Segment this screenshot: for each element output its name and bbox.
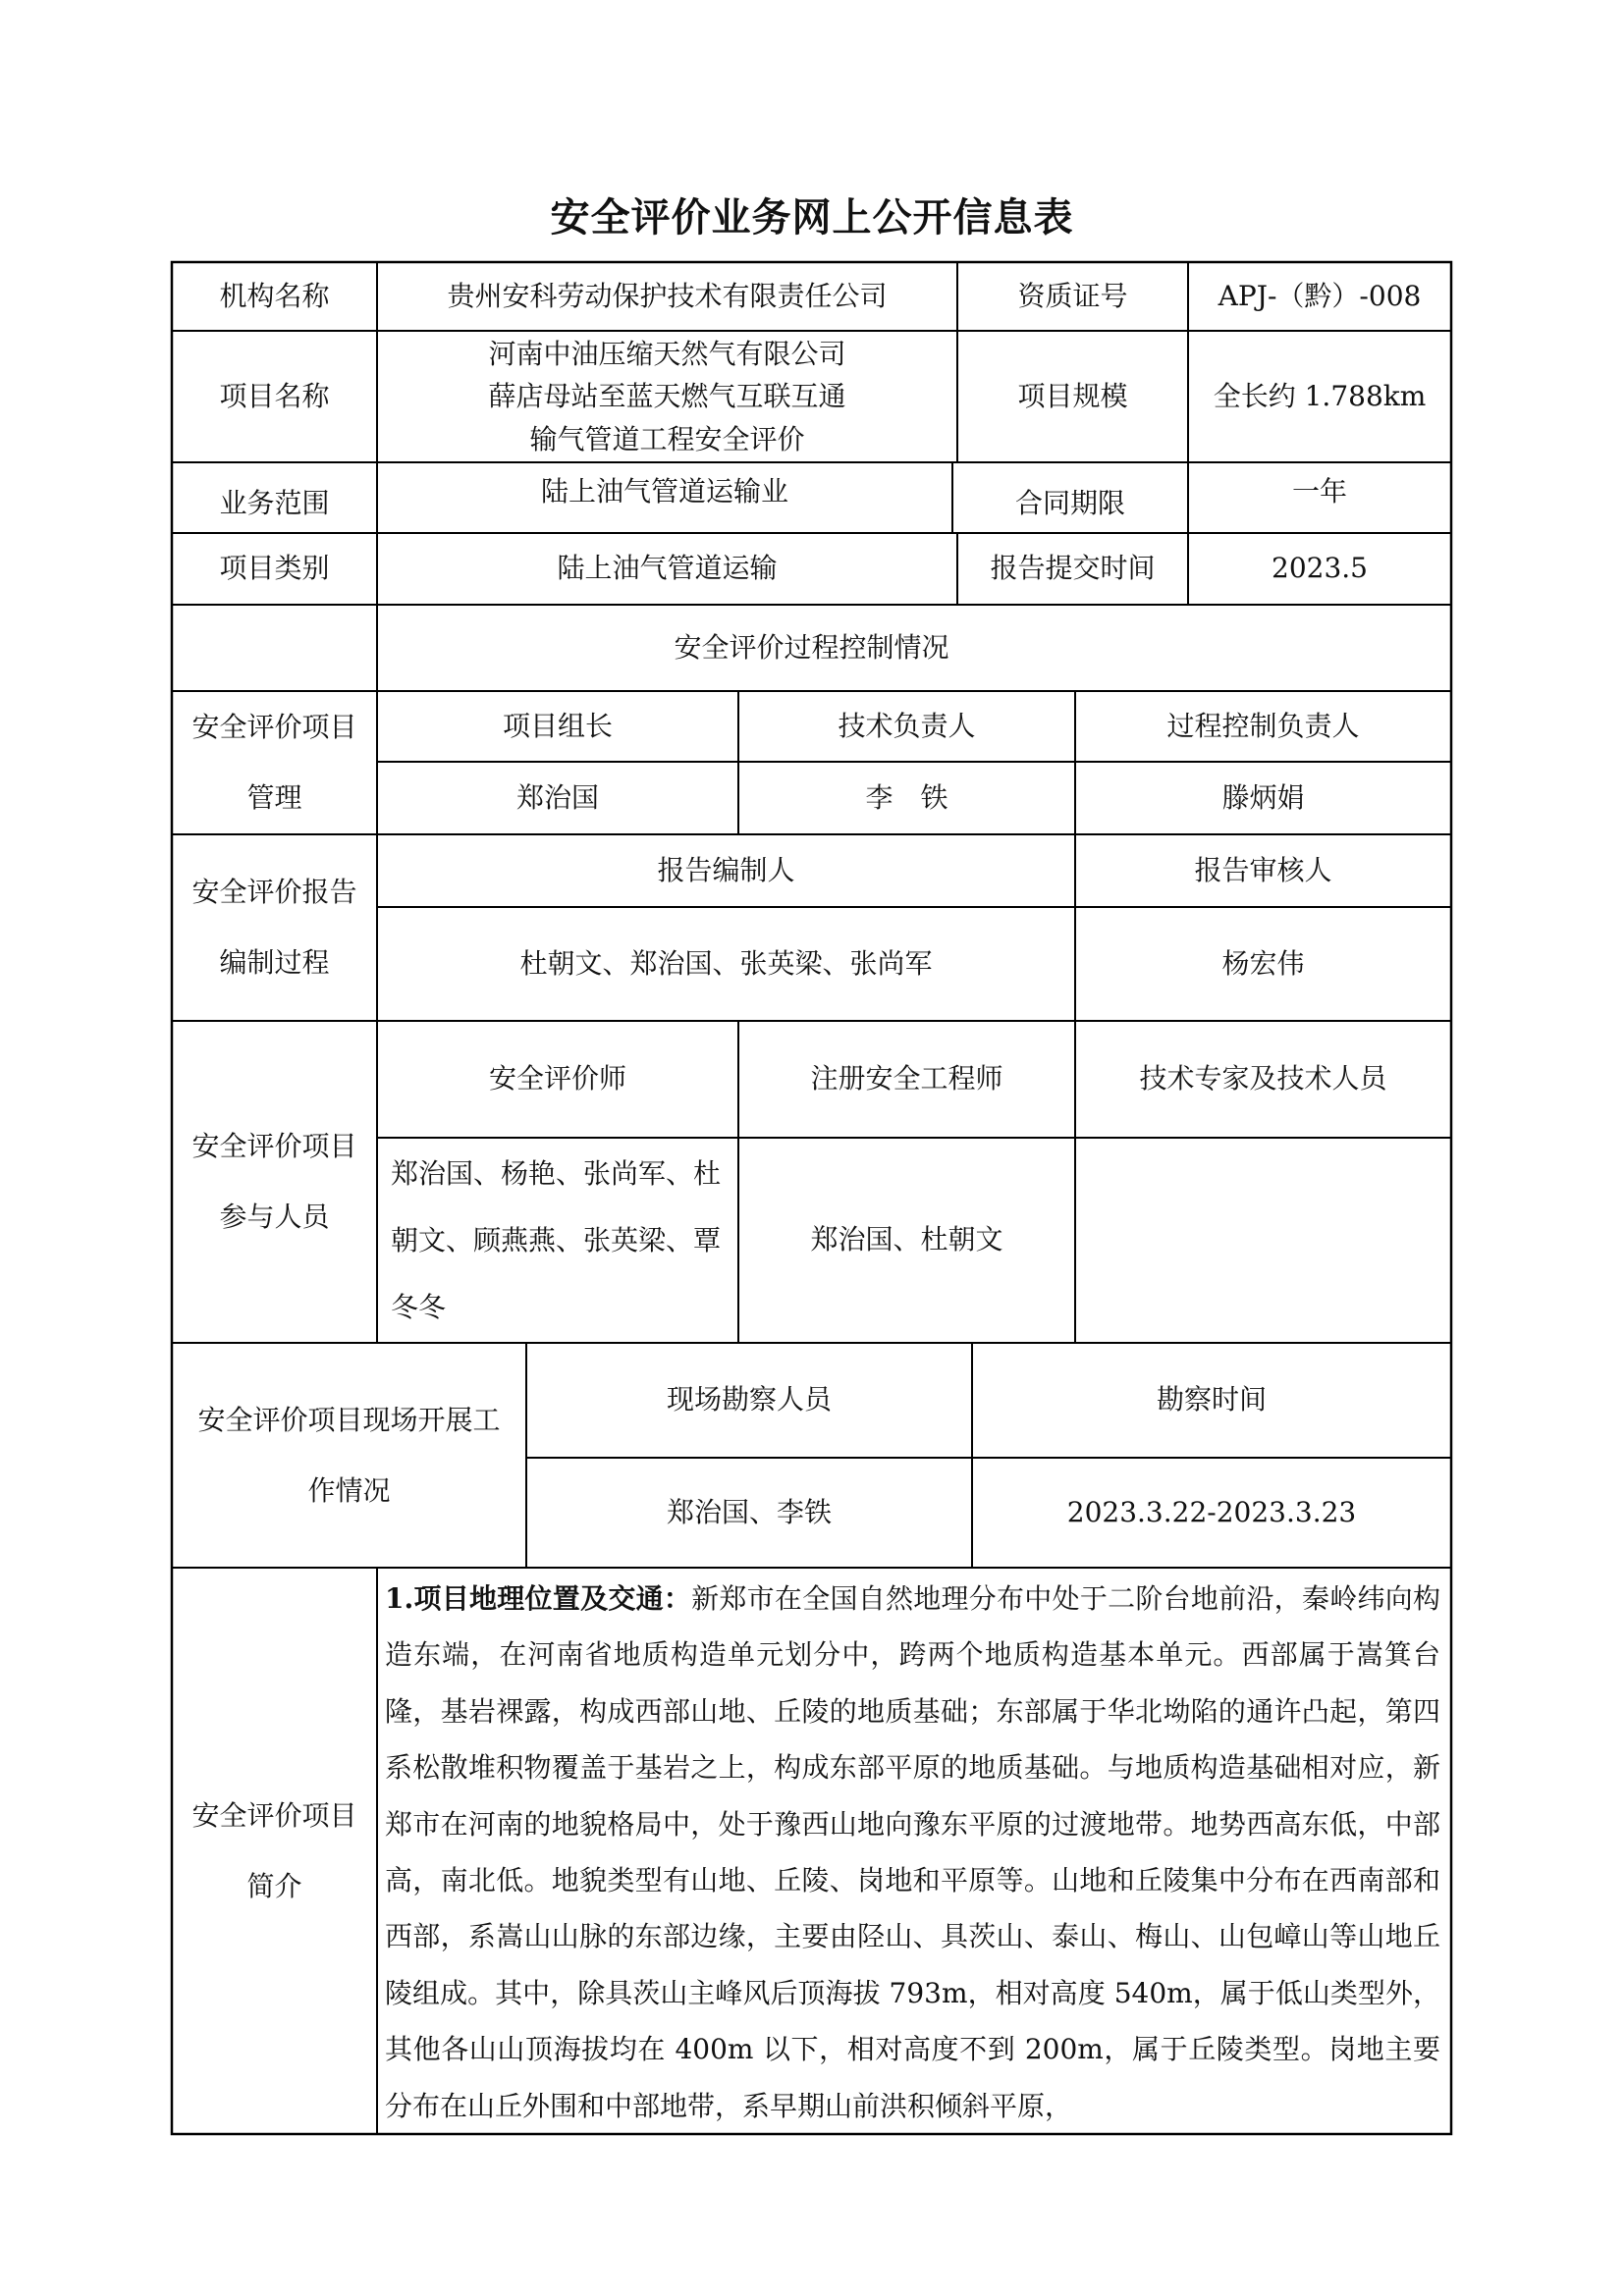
site-work-label-line-1: 安全评价项目现场开展工 <box>197 1403 501 1436</box>
report-process-label-line-2: 编制过程 <box>219 946 330 979</box>
project-brief-label-line-1: 安全评价项目 <box>191 1798 357 1832</box>
management-label-line-1: 安全评价项目 <box>191 711 357 743</box>
cert-no-value: APJ-（黔）-008 <box>1218 279 1422 312</box>
site-work-label <box>172 1343 526 1568</box>
tech-lead-header: 技术负责人 <box>838 709 976 742</box>
report-reviewer-header: 报告审核人 <box>1194 853 1332 886</box>
report-author-value: 杜朝文、郑治国、张英梁、张尚军 <box>519 946 933 980</box>
business-scope-value: 陆上油气管道运输业 <box>540 474 788 507</box>
survey-time-value: 2023.3.22-2023.3.23 <box>1066 1495 1357 1528</box>
safety-engineer-value: 郑治国、杜朝文 <box>810 1223 1003 1256</box>
evaluator-header: 安全评价师 <box>488 1062 626 1095</box>
team-leader-value: 郑治国 <box>515 780 599 814</box>
document-title: 安全评价业务网上公开信息表 <box>550 194 1074 240</box>
evaluator-line-3: 冬冬 <box>391 1290 447 1323</box>
report-process-label <box>172 834 377 1021</box>
project-brief-text <box>385 1571 1440 2134</box>
report-submit-value: 2023.5 <box>1272 552 1368 585</box>
report-author-header: 报告编制人 <box>657 853 795 886</box>
evaluator-value <box>377 1138 738 1343</box>
participants-label <box>172 1021 377 1343</box>
evaluator-line-1: 郑治国、杨艳、张尚军、杜 <box>391 1156 722 1190</box>
safety-engineer-header: 注册安全工程师 <box>810 1062 1003 1095</box>
project-brief-heading: 1.项目地理位置及交通： <box>385 1582 692 1615</box>
contract-term-value: 一年 <box>1291 474 1347 507</box>
contract-term-label: 合同期限 <box>1014 486 1125 519</box>
participants-label-line-2: 参与人员 <box>219 1201 330 1233</box>
report-process-label-line-1: 安全评价报告 <box>191 876 357 908</box>
report-submit-label: 报告提交时间 <box>990 552 1156 585</box>
project-scale-label: 项目规模 <box>1017 379 1128 412</box>
team-leader-header: 项目组长 <box>502 709 613 742</box>
project-name-line-1: 河南中油压缩天然气有限公司 <box>488 337 846 370</box>
project-brief-label <box>172 1568 377 2134</box>
project-category-value: 陆上油气管道运输 <box>557 552 778 585</box>
business-scope-label: 业务范围 <box>219 486 330 519</box>
org-name-label: 机构名称 <box>219 279 330 312</box>
site-staff-value: 郑治国、李铁 <box>666 1495 832 1528</box>
org-name-value: 贵州安科劳动保护技术有限责任公司 <box>447 279 888 312</box>
project-name-value <box>377 331 957 462</box>
project-category-label: 项目类别 <box>219 552 330 585</box>
project-brief-label-line-2: 简介 <box>246 1869 302 1902</box>
site-work-label-line-2: 作情况 <box>307 1473 391 1507</box>
site-staff-header: 现场勘察人员 <box>666 1383 832 1416</box>
project-name-line-2: 薛店母站至蓝天燃气互联互通 <box>488 380 846 413</box>
experts-value <box>1075 1138 1451 1343</box>
process-lead-value: 滕炳娟 <box>1221 780 1305 814</box>
evaluator-line-2: 朝文、顾燕燕、张英梁、覃 <box>391 1223 722 1256</box>
process-control-header: 安全评价过程控制情况 <box>674 630 949 664</box>
cert-no-label: 资质证号 <box>1017 279 1128 312</box>
project-scale-value: 全长约 1.788km <box>1213 379 1427 412</box>
management-label-line-2: 管理 <box>246 781 302 814</box>
report-reviewer-value: 杨宏伟 <box>1221 946 1305 980</box>
survey-time-header: 勘察时间 <box>1156 1383 1267 1416</box>
project-name-label: 项目名称 <box>219 379 330 412</box>
project-brief-body: 新郑市在全国自然地理分布中处于二阶台地前沿，秦岭纬向构造东端，在河南省地质构造单元划分中，跨两个地质构造基本单元。西部属于嵩箕台隆，基岩裸露，构成西部山地、丘陵的地质基础；东部属于华北坳陷的通许凸起，第四系松散堆积物覆盖于基岩之上，构成东部平原的地质基础。与地质构造基础相对应，新郑市在河南的地貌格局中，处于豫西山地向豫东平原的过渡地带。地势西高东低，中部高，南北低。地貌类型有山地、丘陵、岗地和平原等。山地和丘陵集中分布在西南部和西部，系嵩山山脉的东部边缘，主要由陉山、具茨山、泰山、梅山、山包嶂山等山地丘陵组成。其中，除具茨山主峰风后顶海拔 793m，相对高度 540m，属于低山类型外，其他各山山顶海拔均在 400m 以下，相对高度不到 200m，属于丘陵类型。岗地主要分布在山丘外围和中部地带，系早期山前洪积倾斜平原， <box>385 1582 1440 2122</box>
experts-header: 技术专家及技术人员 <box>1139 1062 1387 1095</box>
participants-label-line-1: 安全评价项目 <box>191 1130 357 1162</box>
tech-lead-value: 李 铁 <box>865 780 948 814</box>
project-name-line-3: 输气管道工程安全评价 <box>529 422 805 455</box>
management-label <box>172 691 377 834</box>
process-lead-header: 过程控制负责人 <box>1166 709 1360 742</box>
